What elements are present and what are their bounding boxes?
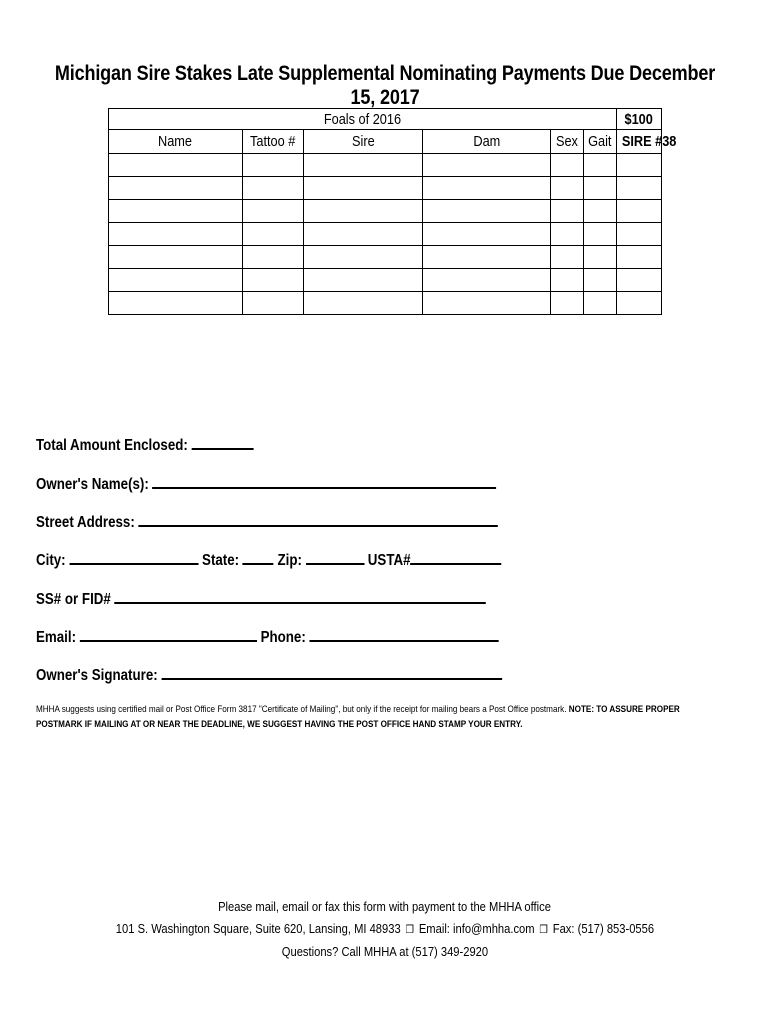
cell[interactable] xyxy=(551,246,584,269)
table-row xyxy=(109,223,662,246)
mailing-note-text: MHHA suggests using certified mail or Post Office Form 3817 "Certificate of Mailing", but only if the receipt for mailing bears a Post Office postmark. xyxy=(36,704,569,715)
cell[interactable] xyxy=(109,246,243,269)
table-row xyxy=(109,292,662,315)
cell[interactable] xyxy=(304,154,423,177)
cell[interactable] xyxy=(304,223,423,246)
table-row xyxy=(109,154,662,177)
cell[interactable] xyxy=(423,269,551,292)
col-gait: Gait xyxy=(584,130,617,154)
cell[interactable] xyxy=(243,292,304,315)
cell[interactable] xyxy=(617,154,662,177)
cell[interactable] xyxy=(304,200,423,223)
cell[interactable] xyxy=(109,269,243,292)
street-address-input[interactable] xyxy=(138,511,497,527)
cell[interactable] xyxy=(551,269,584,292)
cell[interactable] xyxy=(584,154,617,177)
cell[interactable] xyxy=(109,154,243,177)
cell[interactable] xyxy=(617,246,662,269)
cell[interactable] xyxy=(304,269,423,292)
cell[interactable] xyxy=(423,154,551,177)
cell[interactable] xyxy=(423,292,551,315)
cell[interactable] xyxy=(304,177,423,200)
cell[interactable] xyxy=(423,200,551,223)
usta-label: USTA# xyxy=(367,552,411,569)
cell[interactable] xyxy=(617,223,662,246)
table-row xyxy=(109,200,662,223)
cell[interactable] xyxy=(584,223,617,246)
state-input[interactable] xyxy=(243,549,274,565)
cell[interactable] xyxy=(243,223,304,246)
total-amount-label: Total Amount Enclosed: xyxy=(36,437,188,454)
footer-line-3: Questions? Call MHHA at (517) 349-2920 xyxy=(281,944,489,959)
mailing-note-emphasis: NOTE: TO ASSURE PROPER POSTMARK IF MAILING AT OR NEAR THE DEADLINE, WE SUGGEST HAVING THE POST OFFICE HAND STAMP YOUR ENTRY. xyxy=(36,704,680,730)
cell[interactable] xyxy=(617,177,662,200)
separator-icon: ❒ xyxy=(405,924,415,936)
footer-contact-line xyxy=(0,921,770,936)
email-label: Email: xyxy=(36,629,77,646)
signature-input[interactable] xyxy=(161,664,502,680)
cell[interactable] xyxy=(423,246,551,269)
price-header: $100 xyxy=(617,109,662,130)
zip-label: Zip: xyxy=(277,552,302,569)
cell[interactable] xyxy=(551,200,584,223)
cell[interactable] xyxy=(423,223,551,246)
foals-header: Foals of 2016 xyxy=(109,109,617,130)
cell[interactable] xyxy=(551,177,584,200)
cell[interactable] xyxy=(551,223,584,246)
owner-name-label: Owner's Name(s): xyxy=(36,476,149,493)
footer-email[interactable]: Email: info@mhha.com xyxy=(418,921,535,936)
ssn-field xyxy=(36,588,486,609)
street-address-label: Street Address: xyxy=(36,514,135,531)
cell[interactable] xyxy=(584,269,617,292)
cell[interactable] xyxy=(243,200,304,223)
page-title: Michigan Sire Stakes Late Supplemental Nominating Payments Due December 15, 2017 xyxy=(54,62,716,109)
cell[interactable] xyxy=(243,154,304,177)
signature-field xyxy=(36,664,502,685)
col-sire-number: SIRE #38 xyxy=(617,130,662,154)
cell[interactable] xyxy=(584,177,617,200)
cell[interactable] xyxy=(584,292,617,315)
cell[interactable] xyxy=(584,246,617,269)
footer-fax: Fax: (517) 853-0556 xyxy=(552,921,655,936)
phone-input[interactable] xyxy=(309,626,498,642)
table-row xyxy=(109,246,662,269)
cell[interactable] xyxy=(304,246,423,269)
col-dam: Dam xyxy=(423,130,551,154)
state-label: State: xyxy=(202,552,240,569)
cell[interactable] xyxy=(243,269,304,292)
cell[interactable] xyxy=(617,200,662,223)
footer-line-1: Please mail, email or fax this form with payment to the MHHA office xyxy=(218,899,552,914)
cell[interactable] xyxy=(243,246,304,269)
email-input[interactable] xyxy=(80,626,257,642)
cell[interactable] xyxy=(551,154,584,177)
city-label: City: xyxy=(36,552,66,569)
city-line xyxy=(36,549,502,570)
cell[interactable] xyxy=(304,292,423,315)
cell[interactable] xyxy=(551,292,584,315)
owner-name-field xyxy=(36,473,497,494)
col-name: Name xyxy=(109,130,243,154)
email-phone-line xyxy=(36,626,499,647)
col-sire: Sire xyxy=(304,130,423,154)
footer-address: 101 S. Washington Square, Suite 620, Lansing, MI 48933 xyxy=(115,921,401,936)
zip-input[interactable] xyxy=(306,549,364,565)
total-amount-field xyxy=(36,434,253,455)
cell[interactable] xyxy=(109,200,243,223)
cell[interactable] xyxy=(243,177,304,200)
cell[interactable] xyxy=(109,223,243,246)
phone-label: Phone: xyxy=(260,629,306,646)
separator-icon: ❒ xyxy=(539,924,548,936)
city-input[interactable] xyxy=(69,549,198,565)
cell[interactable] xyxy=(617,292,662,315)
cell[interactable] xyxy=(617,269,662,292)
cell[interactable] xyxy=(423,177,551,200)
cell[interactable] xyxy=(109,292,243,315)
col-sex: Sex xyxy=(551,130,584,154)
table-row xyxy=(109,177,662,200)
col-tattoo: Tattoo # xyxy=(243,130,304,154)
table-row xyxy=(109,269,662,292)
total-amount-input[interactable] xyxy=(192,434,254,450)
owner-name-input[interactable] xyxy=(153,473,497,489)
street-address-field xyxy=(36,511,498,532)
cell[interactable] xyxy=(584,200,617,223)
nomination-table xyxy=(108,108,677,315)
usta-input[interactable] xyxy=(411,549,502,565)
signature-label: Owner's Signature: xyxy=(36,667,158,684)
mailing-note xyxy=(36,702,711,732)
ssn-label: SS# or FID# xyxy=(36,591,111,608)
ssn-input[interactable] xyxy=(115,588,487,604)
cell[interactable] xyxy=(109,177,243,200)
